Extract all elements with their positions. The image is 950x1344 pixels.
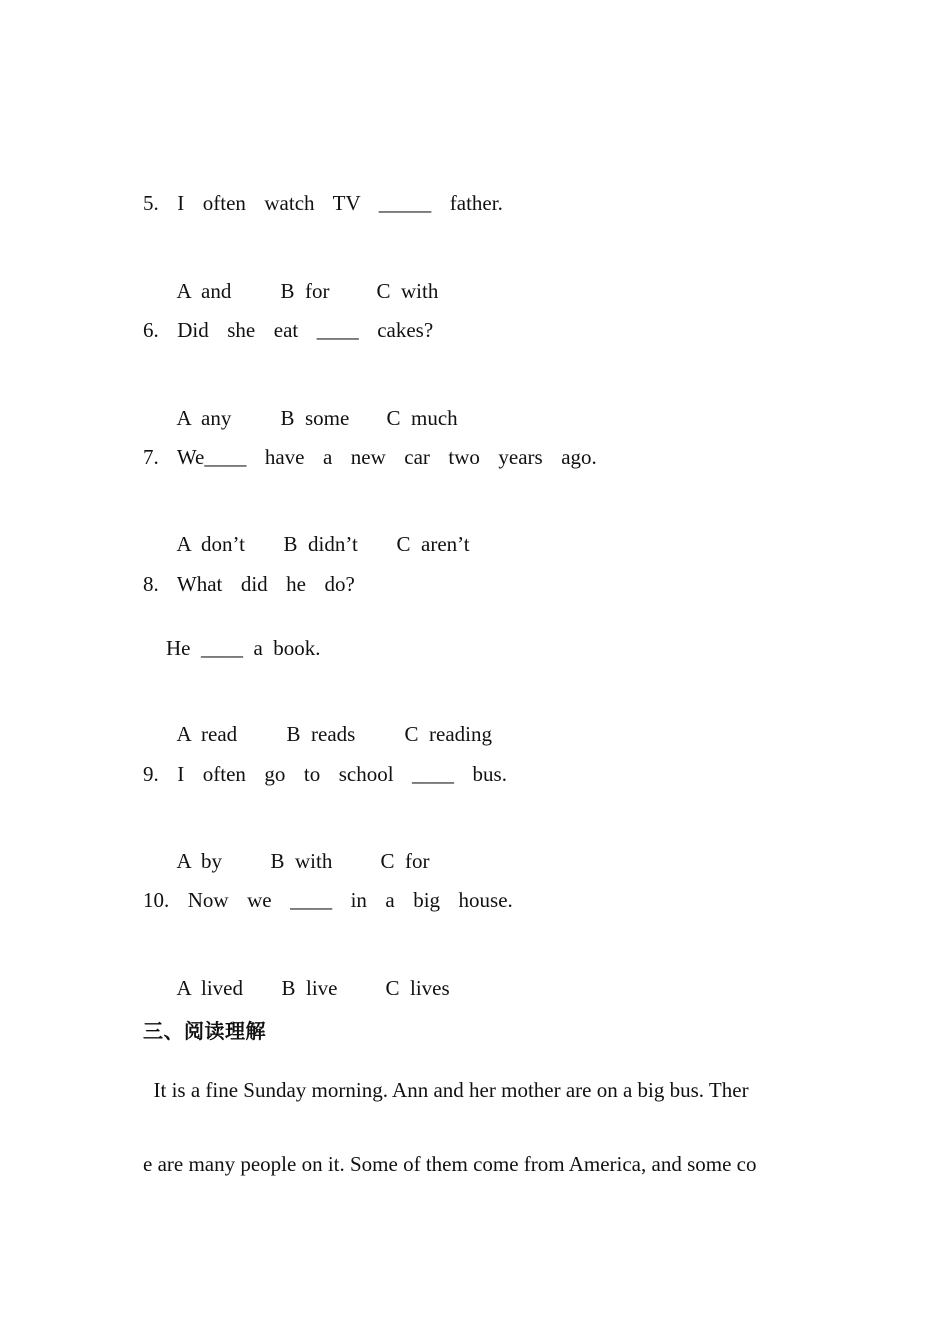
section-heading: 三、阅读理解: [143, 1019, 266, 1043]
passage-line-1: It is a fine Sunday morning. Ann and her mother are on a big bus. Ther: [143, 1078, 749, 1102]
question-8-stem: 8. What did he do?: [143, 572, 355, 596]
option-b: B some: [280, 406, 350, 430]
question-5-options: [166, 255, 438, 303]
option-c: C for: [380, 849, 430, 873]
question-10-options: [166, 952, 450, 1000]
option-a: A and: [176, 279, 232, 303]
option-a: A by: [176, 849, 223, 873]
question-6-stem: 6. Did she eat ____ cakes?: [143, 318, 434, 342]
option-c: C much: [386, 406, 458, 430]
question-8-options: [166, 698, 492, 746]
question-10-stem: 10. Now we ____ in a big house.: [143, 888, 513, 912]
question-5-stem: 5. I often watch TV _____ father.: [143, 191, 503, 215]
question-6-options: [166, 382, 458, 430]
option-a: A any: [176, 406, 232, 430]
option-a: A don’t: [176, 532, 245, 556]
option-b: B didn’t: [283, 532, 358, 556]
option-c: C reading: [404, 722, 492, 746]
question-9-options: [166, 825, 430, 873]
question-7-stem: 7. We____ have a new car two years ago.: [143, 445, 597, 469]
option-b: B live: [281, 976, 338, 1000]
option-b: B reads: [286, 722, 356, 746]
option-c: C lives: [385, 976, 450, 1000]
option-c: C aren’t: [396, 532, 470, 556]
option-c: C with: [376, 279, 439, 303]
option-b: B with: [270, 849, 333, 873]
question-8-subline: He ____ a book.: [166, 636, 321, 660]
option-a: A read: [176, 722, 238, 746]
question-7-options: [166, 508, 470, 556]
option-b: B for: [280, 279, 330, 303]
question-9-stem: 9. I often go to school ____ bus.: [143, 762, 507, 786]
option-a: A lived: [176, 976, 243, 1000]
passage-line-2: e are many people on it. Some of them come from America, and some co: [143, 1152, 757, 1176]
